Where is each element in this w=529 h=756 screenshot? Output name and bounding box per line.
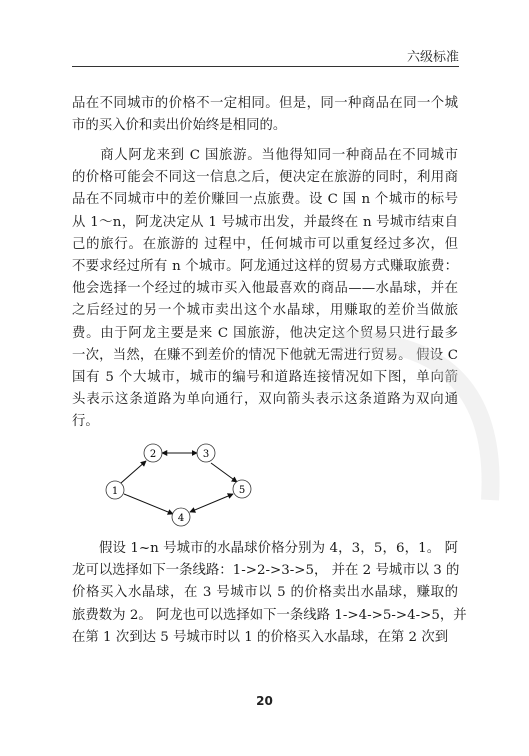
page-number: 20 <box>256 694 273 708</box>
text-line: 他会选择一个经过的城市买入他最喜欢的商品——水晶球，并在 <box>72 281 458 297</box>
text-line: 国有 5 个大城市，城市的编号和道路连接情况如下图，单向箭 <box>72 370 458 386</box>
text-line: 市的买入价和卖出价始终是相同的。 <box>72 118 287 134</box>
text-line: 一次，当然，在赚不到差价的情况下他就无需进行贸易。 假设 C <box>72 347 458 363</box>
paragraph-continued <box>72 93 458 137</box>
city-node-4 <box>172 508 190 526</box>
svg-text:4: 4 <box>177 513 185 524</box>
text-line: 己的旅行。在旅游的 过程中，任何城市可以重复经过多次，但 <box>72 236 458 252</box>
text-line: 价格买入水晶球，在 3 号城市以 5 的价格卖出水晶球，赚取的 <box>72 585 458 601</box>
header-divider <box>72 66 459 67</box>
text-line: 从 1～n，阿龙决定从 1 号城市出发，并最终在 n 号城市结束自 <box>72 214 458 230</box>
text-line: 之后经过的另一个城市卖出这个水晶球，用赚取的差价当做旅 <box>72 303 458 319</box>
text-line: 费。由于阿龙主要是来 C 国旅游，他决定这个贸易只进行最多 <box>72 325 458 341</box>
svg-text:1: 1 <box>111 486 119 497</box>
svg-text:2: 2 <box>149 449 157 460</box>
text-line: 不要求经过所有 n 个城市。阿龙通过这样的贸易方式赚取旅费： <box>72 259 458 275</box>
text-line: 商人阿龙来到 C 国旅游。当他得知同一种商品在不同城市 <box>72 148 458 163</box>
text-line: 假设 1~n 号城市的水晶球价格分别为 4，3，5，6，1。 阿 <box>72 541 458 556</box>
city-road-graph <box>98 436 268 530</box>
svg-text:3: 3 <box>202 449 210 460</box>
city-node-2 <box>144 444 162 462</box>
paragraph-example <box>72 538 467 649</box>
edge-3-5 <box>211 463 237 482</box>
edge-1-4 <box>124 494 173 514</box>
text-line: 品在不同城市的价格不一定相同。但是，同一种商品在同一个城 <box>72 96 458 111</box>
text-line: 行。 <box>72 414 99 430</box>
text-line: 品在不同城市中的差价赚回一点旅费。设 C 国 n 个城市的标号 <box>72 192 458 208</box>
paragraph-problem-description <box>72 145 458 434</box>
running-header-title: 六级标准 <box>406 50 459 65</box>
text-line: 旅费数为 2。 阿龙也可以选择如下一条线路 1->4->5->4->5，并 <box>72 607 467 623</box>
text-line: 的价格可能会不同这一信息之后，便决定在旅游的同时，利用商 <box>72 170 458 186</box>
edge-1-2 <box>121 461 146 483</box>
svg-text:5: 5 <box>238 485 246 496</box>
text-line: 在第 1 次到达 5 号城市时以 1 的价格买入水晶球，在第 2 次到 <box>72 629 449 645</box>
city-node-5 <box>233 480 251 498</box>
text-line: 头表示这条道路为单向通行，双向箭头表示这条道路为双向通 <box>72 392 458 408</box>
city-node-1 <box>106 481 124 499</box>
text-line: 龙可以选择如下一条线路：1->2->3->5， 并在 2 号城市以 3 的 <box>72 563 460 579</box>
edge-4-5 <box>190 494 233 512</box>
city-node-3 <box>197 444 215 462</box>
